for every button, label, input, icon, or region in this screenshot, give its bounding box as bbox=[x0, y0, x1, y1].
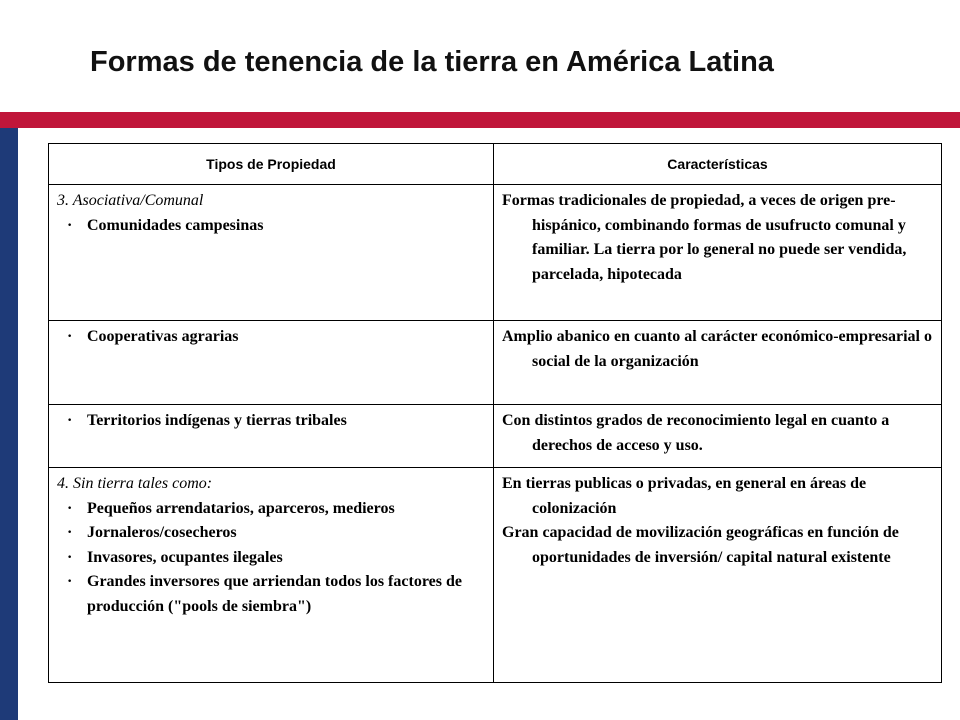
description: Con distintos grados de reconocimiento legal en cuanto a derechos de acceso y uso. bbox=[502, 412, 890, 454]
bullet: · bbox=[67, 328, 73, 345]
table-row bbox=[49, 405, 942, 468]
description: Formas tradicionales de propiedad, a veces de origen pre-hispánico, combinando formas de usufructo comunal y familiar. La tierra por lo general no puede ser vendida, parcelada, hipotecada bbox=[502, 192, 907, 283]
bullet: · bbox=[67, 412, 73, 429]
table-row bbox=[49, 185, 942, 321]
slide-title: Formas de tenencia de la tierra en América Latina bbox=[90, 46, 774, 78]
description: Amplio abanico en cuanto al carácter económico-empresarial o social de la organización bbox=[502, 328, 932, 370]
bullet: · bbox=[67, 573, 73, 590]
category-heading: 3. Asociativa/Comunal bbox=[57, 192, 204, 209]
blue-accent-bar bbox=[0, 128, 18, 720]
table-row bbox=[49, 468, 942, 683]
table-row bbox=[49, 321, 942, 405]
bullet: · bbox=[67, 216, 73, 234]
list-item: · Comunidades campesinas bbox=[57, 214, 485, 239]
cell-caracteristicas bbox=[494, 468, 942, 683]
bullet: · bbox=[67, 524, 73, 541]
list-item: · Cooperativas agrarias bbox=[57, 325, 485, 350]
cell-tipo bbox=[49, 321, 494, 405]
header-tipos: Tipos de Propiedad bbox=[49, 144, 494, 185]
cell-caracteristicas bbox=[494, 405, 942, 468]
description: En tierras publicas o privadas, en general en áreas de colonización bbox=[502, 475, 867, 517]
list-item: · Pequeños arrendatarios, aparceros, medieros bbox=[57, 497, 485, 522]
red-accent-bar bbox=[0, 112, 960, 128]
cell-tipo bbox=[49, 468, 494, 683]
table-header-row bbox=[49, 144, 942, 185]
cell-tipo bbox=[49, 185, 494, 321]
list-item: · Grandes inversores que arriendan todos los factores de producción ("pools de siembra") bbox=[57, 570, 485, 619]
header-caracteristicas: Características bbox=[494, 144, 942, 185]
category-heading: 4. Sin tierra tales como: bbox=[57, 475, 213, 492]
list-item: · Jornaleros/cosecheros bbox=[57, 521, 485, 546]
list-item: · Territorios indígenas y tierras tribales bbox=[57, 409, 485, 434]
land-tenure-table bbox=[48, 143, 942, 683]
cell-tipo bbox=[49, 405, 494, 468]
list-item: · Invasores, ocupantes ilegales bbox=[57, 546, 485, 571]
bullet: · bbox=[67, 499, 73, 517]
bullet: · bbox=[67, 548, 73, 566]
cell-caracteristicas bbox=[494, 321, 942, 405]
cell-caracteristicas bbox=[494, 185, 942, 321]
description: Gran capacidad de movilización geográficas en función de oportunidades de inversión/ capital natural existente bbox=[502, 524, 899, 566]
